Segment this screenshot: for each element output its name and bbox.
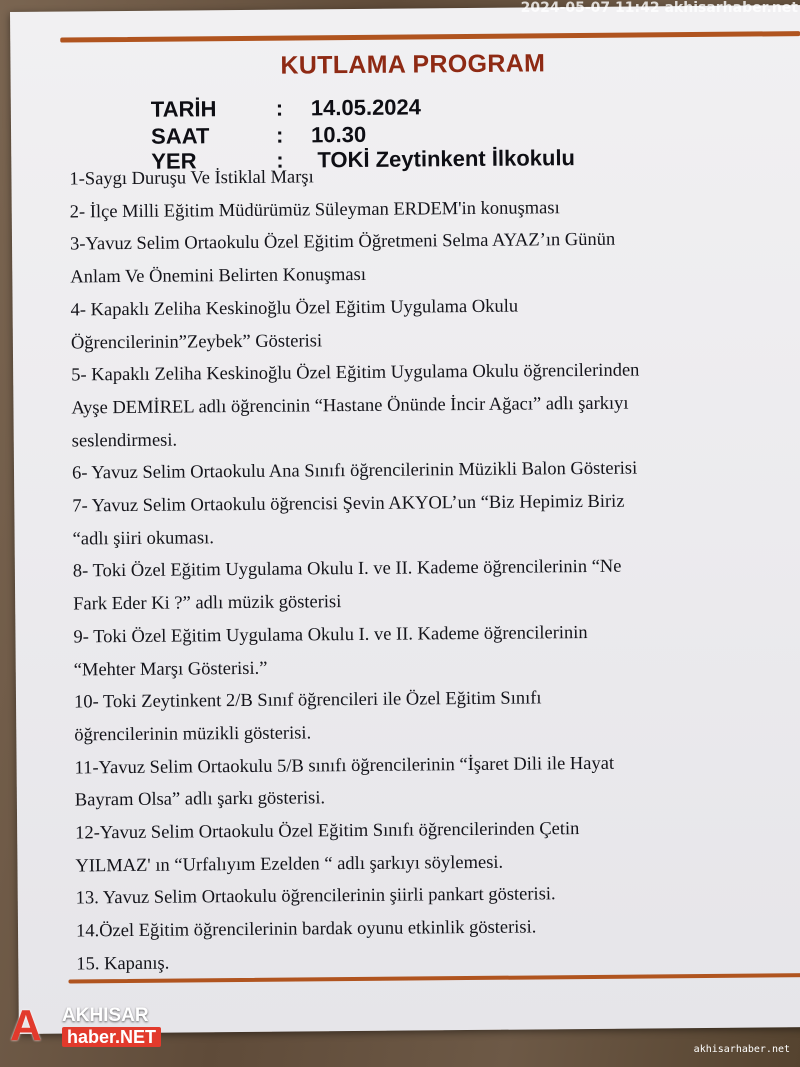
logo-bottom-text: haber.NET [62, 1027, 161, 1047]
program-line: 8- Toki Özel Eğitim Uygulama Okulu I. ve II. Kademe öğrencilerinin “Ne [72, 557, 622, 582]
program-line: Bayram Olsa” adlı şarkı gösterisi. [74, 788, 326, 811]
program-line: 2- İlçe Milli Eğitim Müdürümüz Süleyman ERDEM'in konuşması [69, 197, 560, 223]
program-line: Fark Eder Ki ?” adlı müzik gösterisi [73, 592, 342, 615]
meta-place-sep: : [276, 147, 284, 173]
program-line: 3-Yavuz Selim Ortaokulu Özel Eğitim Öğretmeni Selma AYAZ’ın Günün [69, 230, 616, 255]
program-line: Ayşe DEMİREL adlı öğrencinin “Hastane Önünde İncir Ağacı” adlı şarkıyı [71, 393, 629, 419]
program-line: 5- Kapaklı Zeliha Keskinoğlu Özel Eğitim Uygulama Okulu öğrencilerinden [71, 360, 640, 386]
logo-mark: A [10, 1001, 42, 1050]
program-line: 6- Yavuz Selim Ortaokulu Ana Sınıfı öğrencilerinin Müzikli Balon Gösterisi [71, 458, 638, 484]
program-line: 1-Saygı Duruşu Ve İstiklal Marşı [69, 167, 314, 190]
program-line: öğrencilerinin müzikli gösterisi. [74, 723, 312, 746]
program-line: 14.Özel Eğitim öğrencilerinin bardak oyunu etkinlik gösterisi. [75, 917, 537, 942]
site-watermark: akhisarhaber.net [693, 1044, 790, 1055]
program-line: YILMAZ' ın “Urfalıyım Ezelden “ adlı şarkıyı söylemesi. [75, 852, 504, 877]
program-line: 15. Kapanış. [76, 953, 170, 975]
meta-time-value: 10.30 [310, 121, 367, 148]
program-sheet [10, 5, 800, 1034]
program-line: 9- Toki Özel Eğitim Uygulama Okulu I. ve II. Kademe öğrencilerinin [73, 622, 588, 648]
program-title: KUTLAMA PROGRAM [280, 49, 546, 80]
program-line: Anlam Ve Önemini Belirten Konuşması [70, 265, 367, 288]
logo-top-text: AKHISAR [62, 1005, 149, 1026]
program-line: Öğrencilerinin”Zeybek” Gösterisi [70, 330, 323, 353]
meta-date-value: 14.05.2024 [310, 94, 422, 121]
timestamp-watermark: 2024-05-07 11:42 akhisarhaber.net [520, 0, 798, 16]
top-divider [60, 31, 800, 42]
program-line: “adlı şiiri okuması. [72, 527, 214, 550]
meta-time-label: SAAT [150, 123, 210, 149]
meta-date-label: TARİH [150, 96, 217, 122]
meta-date-sep: : [275, 95, 284, 121]
meta-place-value: TOKİ Zeytinkent İlkokulu [311, 145, 576, 173]
program-list [69, 157, 796, 981]
program-line: 10- Toki Zeytinkent 2/B Sınıf öğrencileri ile Özel Eğitim Sınıfı [73, 688, 542, 713]
program-line: 7- Yavuz Selim Ortaokulu öğrencisi Şevin AKYOL’un “Biz Hepimiz Biriz [72, 491, 625, 517]
program-line: 12-Yavuz Selim Ortaokulu Özel Eğitim Sınıfı öğrencilerinden Çetin [75, 819, 580, 844]
meta-time-sep: : [275, 122, 284, 148]
meta-place-label: YER [151, 148, 197, 174]
program-line: “Mehter Marşı Gösterisi.” [73, 658, 268, 681]
meta-date [151, 94, 421, 122]
program-line: 4- Kapaklı Zeliha Keskinoğlu Özel Eğitim Uygulama Okulu [70, 296, 519, 321]
program-line: seslendirmesi. [71, 430, 178, 452]
meta-time [151, 122, 366, 150]
program-line: 13. Yavuz Selim Ortaokulu öğrencilerinin şiirli pankart gösterisi. [75, 884, 556, 909]
site-logo [10, 1001, 190, 1050]
program-line: 11-Yavuz Selim Ortaokulu 5/B sınıfı öğrencilerinin “İşaret Dili ile Hayat [74, 753, 615, 779]
